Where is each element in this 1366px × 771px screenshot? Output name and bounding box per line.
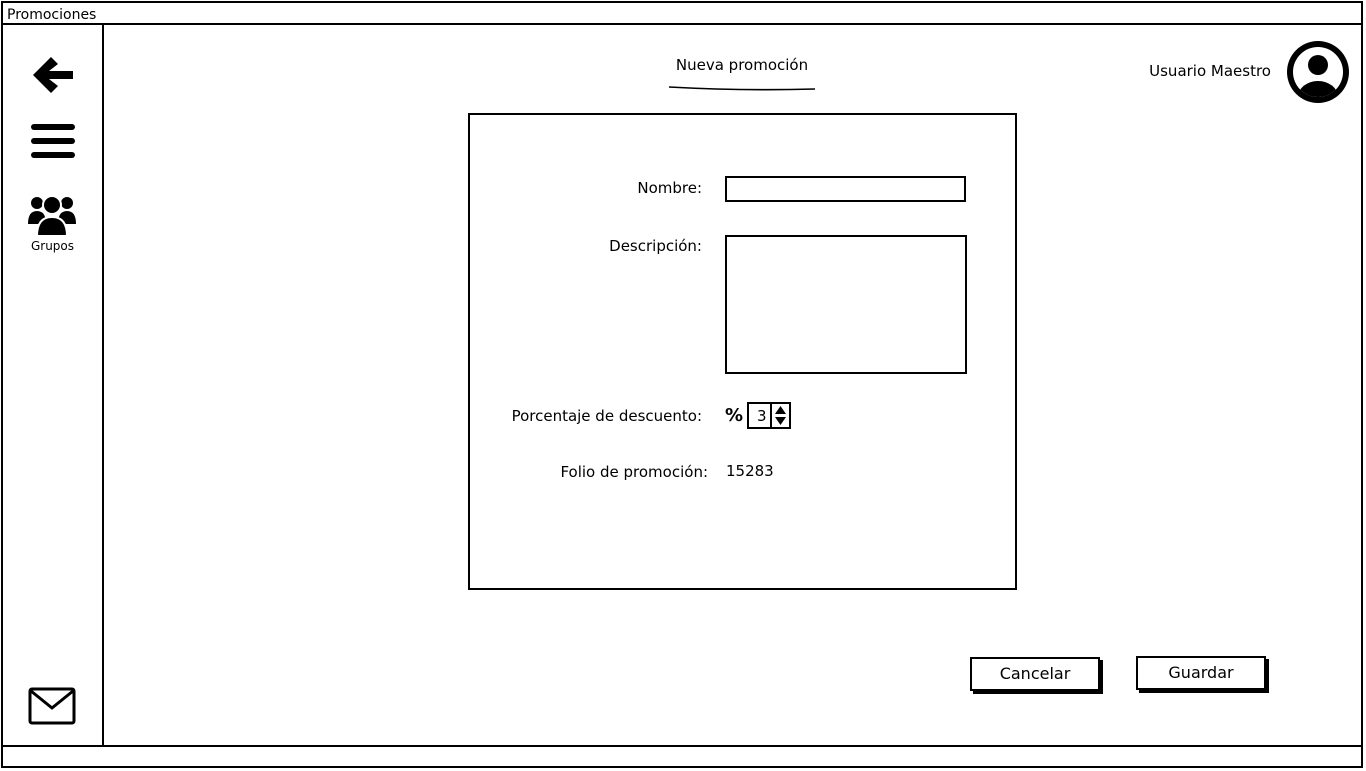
discount-stepper[interactable] bbox=[747, 402, 791, 429]
sidebar-item-groups[interactable] bbox=[3, 185, 102, 257]
users-group-icon bbox=[27, 191, 77, 237]
save-button[interactable]: Guardar bbox=[1136, 656, 1266, 690]
discount-value: 3 bbox=[757, 407, 767, 425]
discount-label: Porcentaje de descuento: bbox=[511, 407, 702, 425]
name-input[interactable] bbox=[725, 176, 966, 202]
envelope-icon[interactable] bbox=[28, 687, 76, 725]
folio-value: 15283 bbox=[726, 462, 774, 480]
stepper-arrows bbox=[770, 404, 789, 427]
page-title-underline bbox=[668, 84, 816, 92]
window-title: Promociones bbox=[7, 7, 97, 23]
name-label: Nombre: bbox=[637, 179, 702, 197]
description-label: Descripción: bbox=[609, 237, 702, 255]
page-title: Nueva promoción bbox=[675, 56, 809, 74]
description-textarea[interactable] bbox=[725, 235, 967, 374]
percent-sign: % bbox=[725, 405, 744, 426]
arrow-left-icon[interactable] bbox=[31, 55, 75, 95]
sidebar bbox=[3, 25, 104, 746]
title-bar bbox=[3, 3, 1363, 25]
stepper-down-icon[interactable] bbox=[775, 417, 786, 425]
user-avatar-icon[interactable] bbox=[1285, 39, 1351, 105]
hamburger-menu-icon[interactable] bbox=[31, 123, 75, 159]
folio-label: Folio de promoción: bbox=[560, 463, 708, 481]
user-name: Usuario Maestro bbox=[1149, 62, 1271, 80]
cancel-button[interactable]: Cancelar bbox=[970, 657, 1100, 691]
stepper-up-icon[interactable] bbox=[775, 406, 786, 414]
status-bar-divider bbox=[3, 745, 1363, 747]
sidebar-item-groups-label: Grupos bbox=[30, 239, 75, 253]
